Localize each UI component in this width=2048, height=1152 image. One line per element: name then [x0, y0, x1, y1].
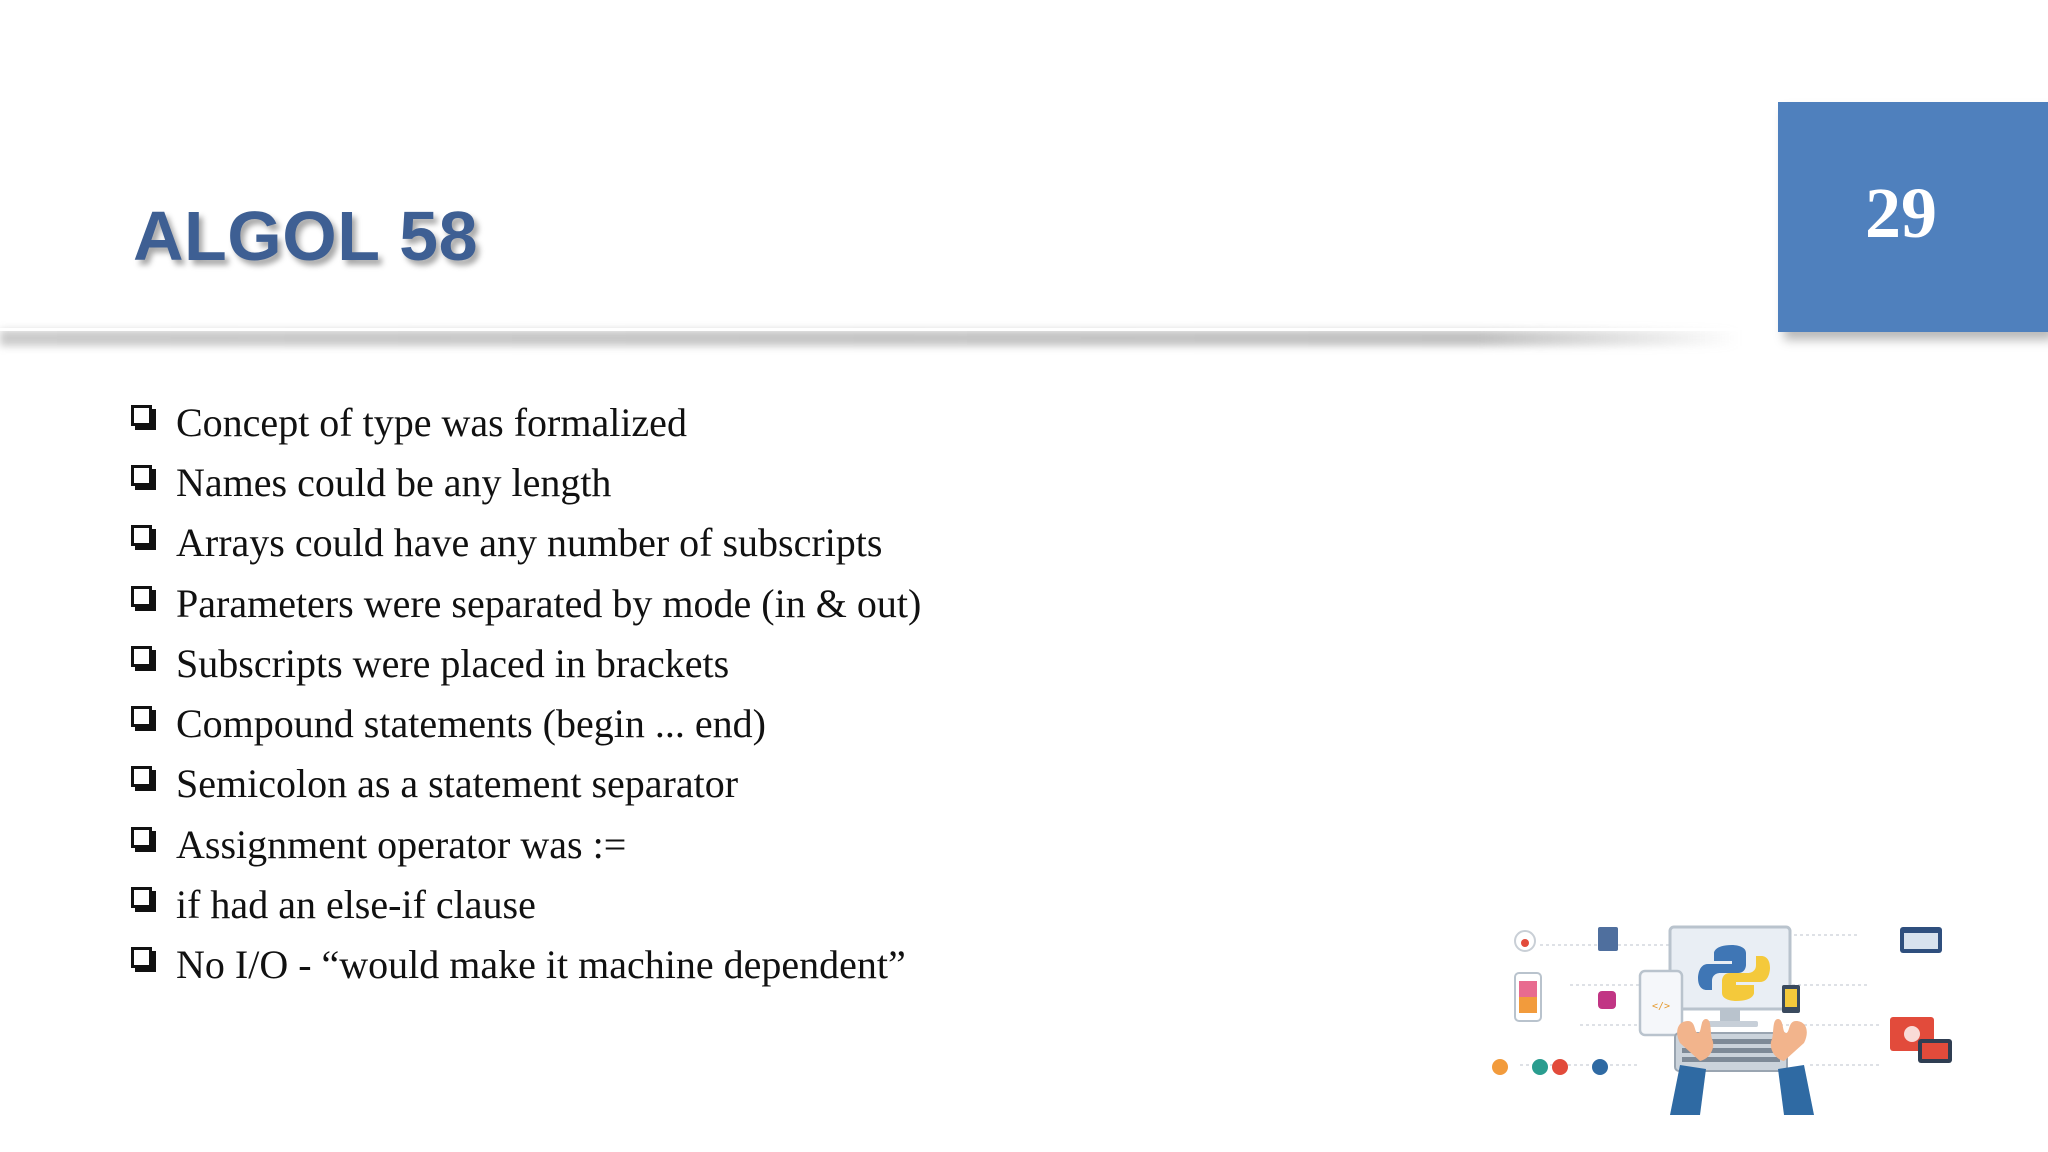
- checkbox-bullet-icon: [131, 586, 152, 607]
- bullet-text: No I/O - “would make it machine dependent”: [176, 942, 906, 988]
- video-player-icon: [1890, 1017, 1952, 1063]
- bullet-text: Assignment operator was :=: [176, 821, 627, 867]
- list-item: [131, 392, 921, 452]
- checkbox-bullet-icon: [131, 405, 152, 426]
- bullet-text: Arrays could have any number of subscripts: [176, 520, 883, 566]
- bullet-text: Semicolon as a statement separator: [176, 761, 739, 807]
- list-item: [131, 754, 921, 814]
- checkbox-bullet-icon: [131, 706, 152, 727]
- checkbox-bullet-icon: [131, 766, 152, 787]
- checkbox-bullet-icon: [131, 827, 152, 848]
- bullet-text: Subscripts were placed in brackets: [176, 640, 730, 686]
- bullet-text: Parameters were separated by mode (in & out): [176, 580, 922, 626]
- browser-window-icon: [1900, 927, 1942, 953]
- phone-icon: [1515, 973, 1541, 1021]
- slide-title: ALGOL 58: [133, 197, 479, 275]
- list-item: [131, 633, 921, 693]
- list-item: [131, 874, 921, 934]
- bullet-list: [131, 392, 921, 995]
- checkbox-bullet-icon: [131, 947, 152, 968]
- title-divider-shadow: [0, 330, 1740, 346]
- checkbox-bullet-icon: [131, 887, 152, 908]
- user-avatar-icons: [1492, 1059, 1608, 1075]
- title-divider: [0, 328, 1740, 331]
- list-item: [131, 814, 921, 874]
- checkbox-bullet-icon: [131, 646, 152, 667]
- checkbox-bullet-icon: [131, 525, 152, 546]
- svg-text:</>: </>: [1651, 1001, 1671, 1012]
- tablet-code-icon: [1640, 971, 1682, 1035]
- page-number-box: [1778, 102, 2048, 332]
- list-item: [131, 573, 921, 633]
- bullet-text: Concept of type was formalized: [176, 399, 687, 445]
- list-item: [131, 935, 921, 995]
- list-item: [131, 693, 921, 753]
- checkbox-bullet-icon: [131, 465, 152, 486]
- bullet-text: Names could be any length: [176, 459, 612, 505]
- list-item: [131, 452, 921, 512]
- page-number: 29: [1865, 172, 1937, 253]
- list-item: [131, 513, 921, 573]
- bullet-text: if had an else-if clause: [176, 882, 536, 928]
- python-workstation-illustration: [1480, 915, 1990, 1115]
- monitor-icon: [1670, 927, 1790, 1027]
- bullet-text: Compound statements (begin ... end): [176, 701, 766, 747]
